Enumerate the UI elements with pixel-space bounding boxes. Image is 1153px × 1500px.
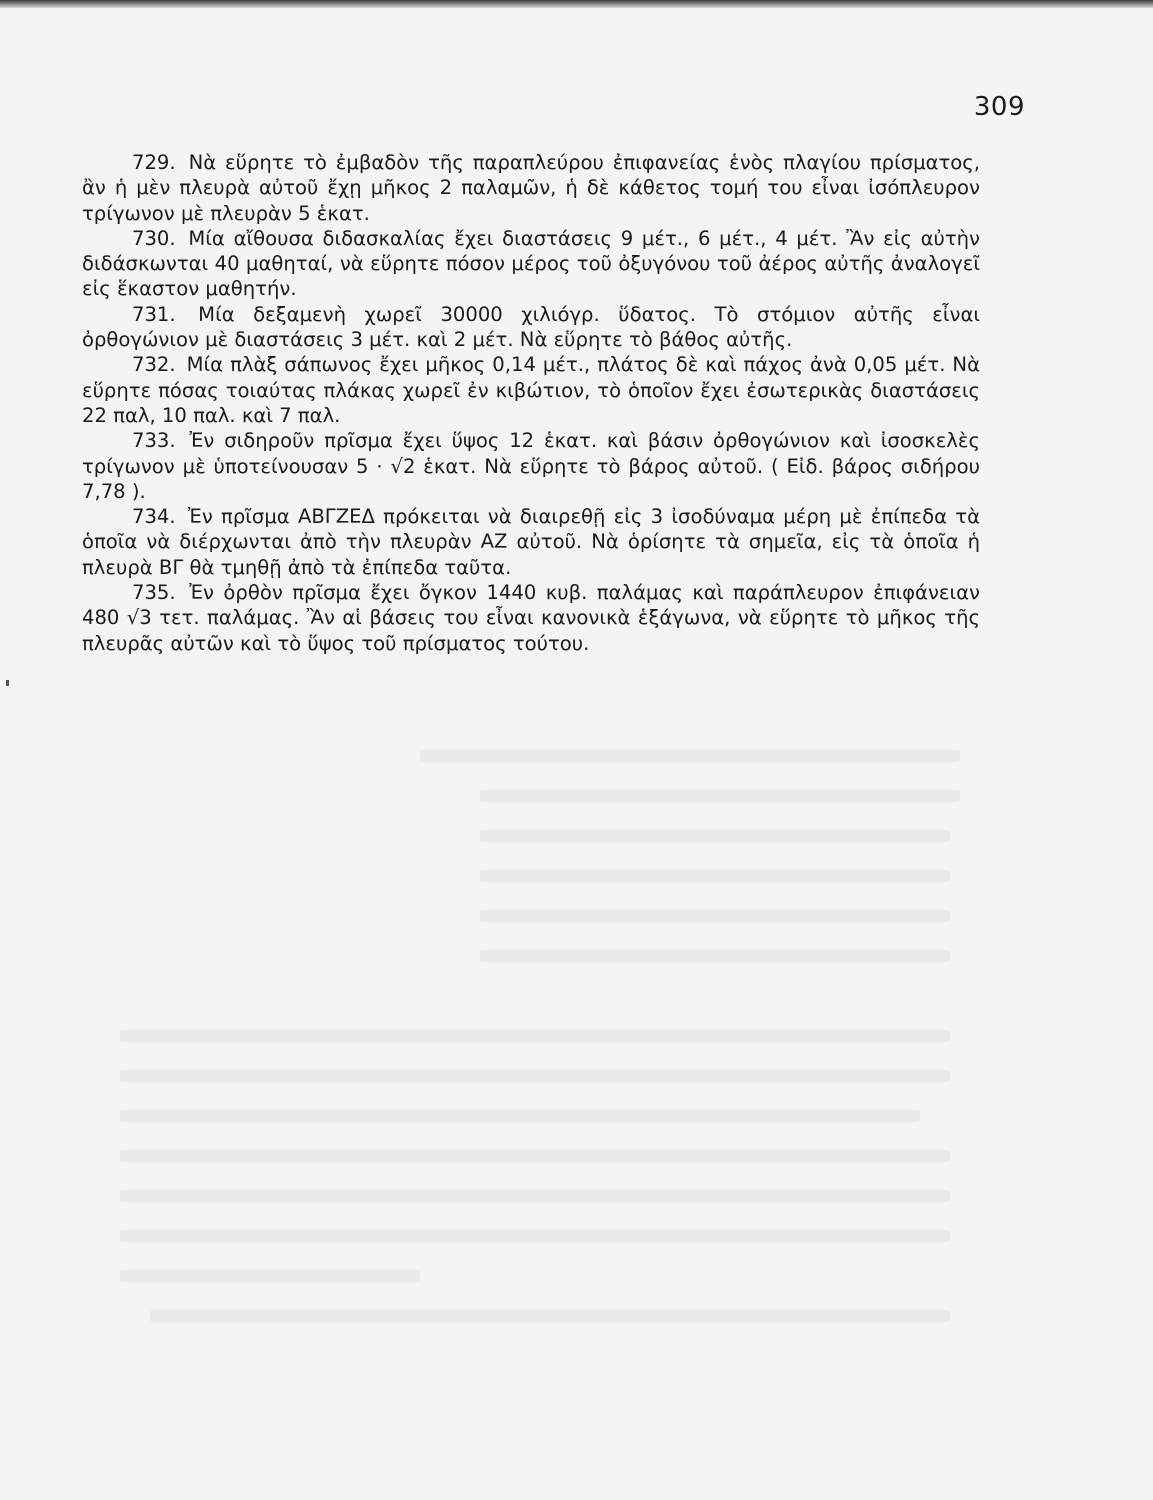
problem-text: Ἐν πρῖσμα ΑΒΓΖΕΔ πρόκειται νὰ διαιρεθῇ εἰς 3 ἰσοδύναμα μέρη μὲ ἐπίπεδα τὰ ὁποῖα νὰ διέρχωνται ἀπὸ τὴν πλευρὰν ΑΖ αὐτοῦ. Νὰ ὁρίσητε τὰ σημεῖα, εἰς τὰ ὁποῖα ἡ πλευρὰ ΒΓ θὰ τμηθῇ ἀπὸ τὰ ἐπίπεδα ταῦτα. bbox=[82, 505, 981, 579]
problem-733 bbox=[82, 428, 980, 504]
problem-text: Μία δεξαμενὴ χωρεῖ 30000 χιλιόγρ. ὕδατος. Τὸ στόμιον αὐτῆς εἶναι ὀρθογώνιον μὲ διαστάσεις 3 μέτ. καὶ 2 μέτ. Νὰ εὕρητε τὸ βάθος αὐτῆς. bbox=[82, 302, 980, 352]
page-number: 309 bbox=[973, 92, 1025, 122]
problem-number: 730. bbox=[132, 226, 176, 250]
problem-list bbox=[82, 150, 980, 656]
problem-734 bbox=[82, 504, 980, 580]
problem-number: 732. bbox=[132, 353, 176, 377]
show-through-texture bbox=[60, 700, 1020, 1400]
problem-text: Μία αἴθουσα διδασκαλίας ἔχει διαστάσεις 9 μέτ., 6 μέτ., 4 μέτ. Ἂν εἰς αὐτὴν διδάσκωνται 40 μαθηταί, νὰ εὕρητε πόσον μέρος τοῦ ὀξυγόνου τοῦ ἀέρος αὐτῆς ἀναλογεῖ εἰς ἕκαστον μαθητήν. bbox=[82, 226, 980, 301]
problem-text: Νὰ εὕρητε τὸ ἐμβαδὸν τῆς παραπλεύρου ἐπιφανείας ἑνὸς πλαγίου πρίσματος, ἂν ἡ μὲν πλευρὰ αὐτοῦ ἔχῃ μῆκος 2 παλαμῶν, ἡ δὲ κάθετος τομή του εἶναι ἰσόπλευρον τρίγωνον μὲ πλευρὰν 5 ἑκατ. bbox=[82, 151, 981, 225]
problem-number: 731. bbox=[132, 302, 176, 326]
scan-edge bbox=[0, 0, 1153, 8]
problem-text: Ἐν ὀρθὸν πρῖσμα ἔχει ὄγκον 1440 κυβ. παλάμας καὶ παράπλευρον ἐπιφάνειαν 480 √3 τετ. παλάμας. Ἂν αἱ βάσεις του εἶναι κανονικὰ ἑξάγωνα, νὰ εὕρητε τὸ μῆκος τῆς πλευρᾶς αὐτῶν καὶ τὸ ὕψος τοῦ πρίσματος τούτου. bbox=[82, 581, 980, 655]
problem-735 bbox=[82, 580, 980, 656]
problem-number: 729. bbox=[132, 151, 176, 174]
problem-number: 733. bbox=[132, 429, 176, 453]
problem-text: Μία πλὰξ σάπωνος ἔχει μῆκος 0,14 μέτ., πλάτος δὲ καὶ πάχος ἀνὰ 0,05 μέτ. Νὰ εὕρητε πόσας τοιαύτας πλάκας χωρεῖ ἐν κιβώτιον, τὸ ὁποῖον ἔχει ἐσωτερικὰς διαστάσεις 22 παλ, 10 παλ. καὶ 7 παλ. bbox=[82, 353, 980, 427]
problem-729 bbox=[82, 150, 980, 226]
problem-732 bbox=[82, 352, 980, 428]
problem-text: Ἐν σιδηροῦν πρῖσμα ἔχει ὕψος 12 ἑκατ. καὶ βάσιν ὀρθογώνιον καὶ ἰσοσκελὲς τρίγωνον μὲ ὑποτείνουσαν 5 · √2 ἑκατ. Νὰ εὕρητε τὸ βάρος αὐτοῦ. ( Εἰδ. βάρος σιδήρου 7,78 ). bbox=[82, 429, 980, 503]
margin-mark bbox=[6, 680, 9, 686]
problem-730 bbox=[82, 226, 980, 302]
problem-number: 735. bbox=[132, 581, 176, 605]
problem-number: 734. bbox=[132, 505, 176, 529]
problem-731 bbox=[82, 302, 980, 353]
